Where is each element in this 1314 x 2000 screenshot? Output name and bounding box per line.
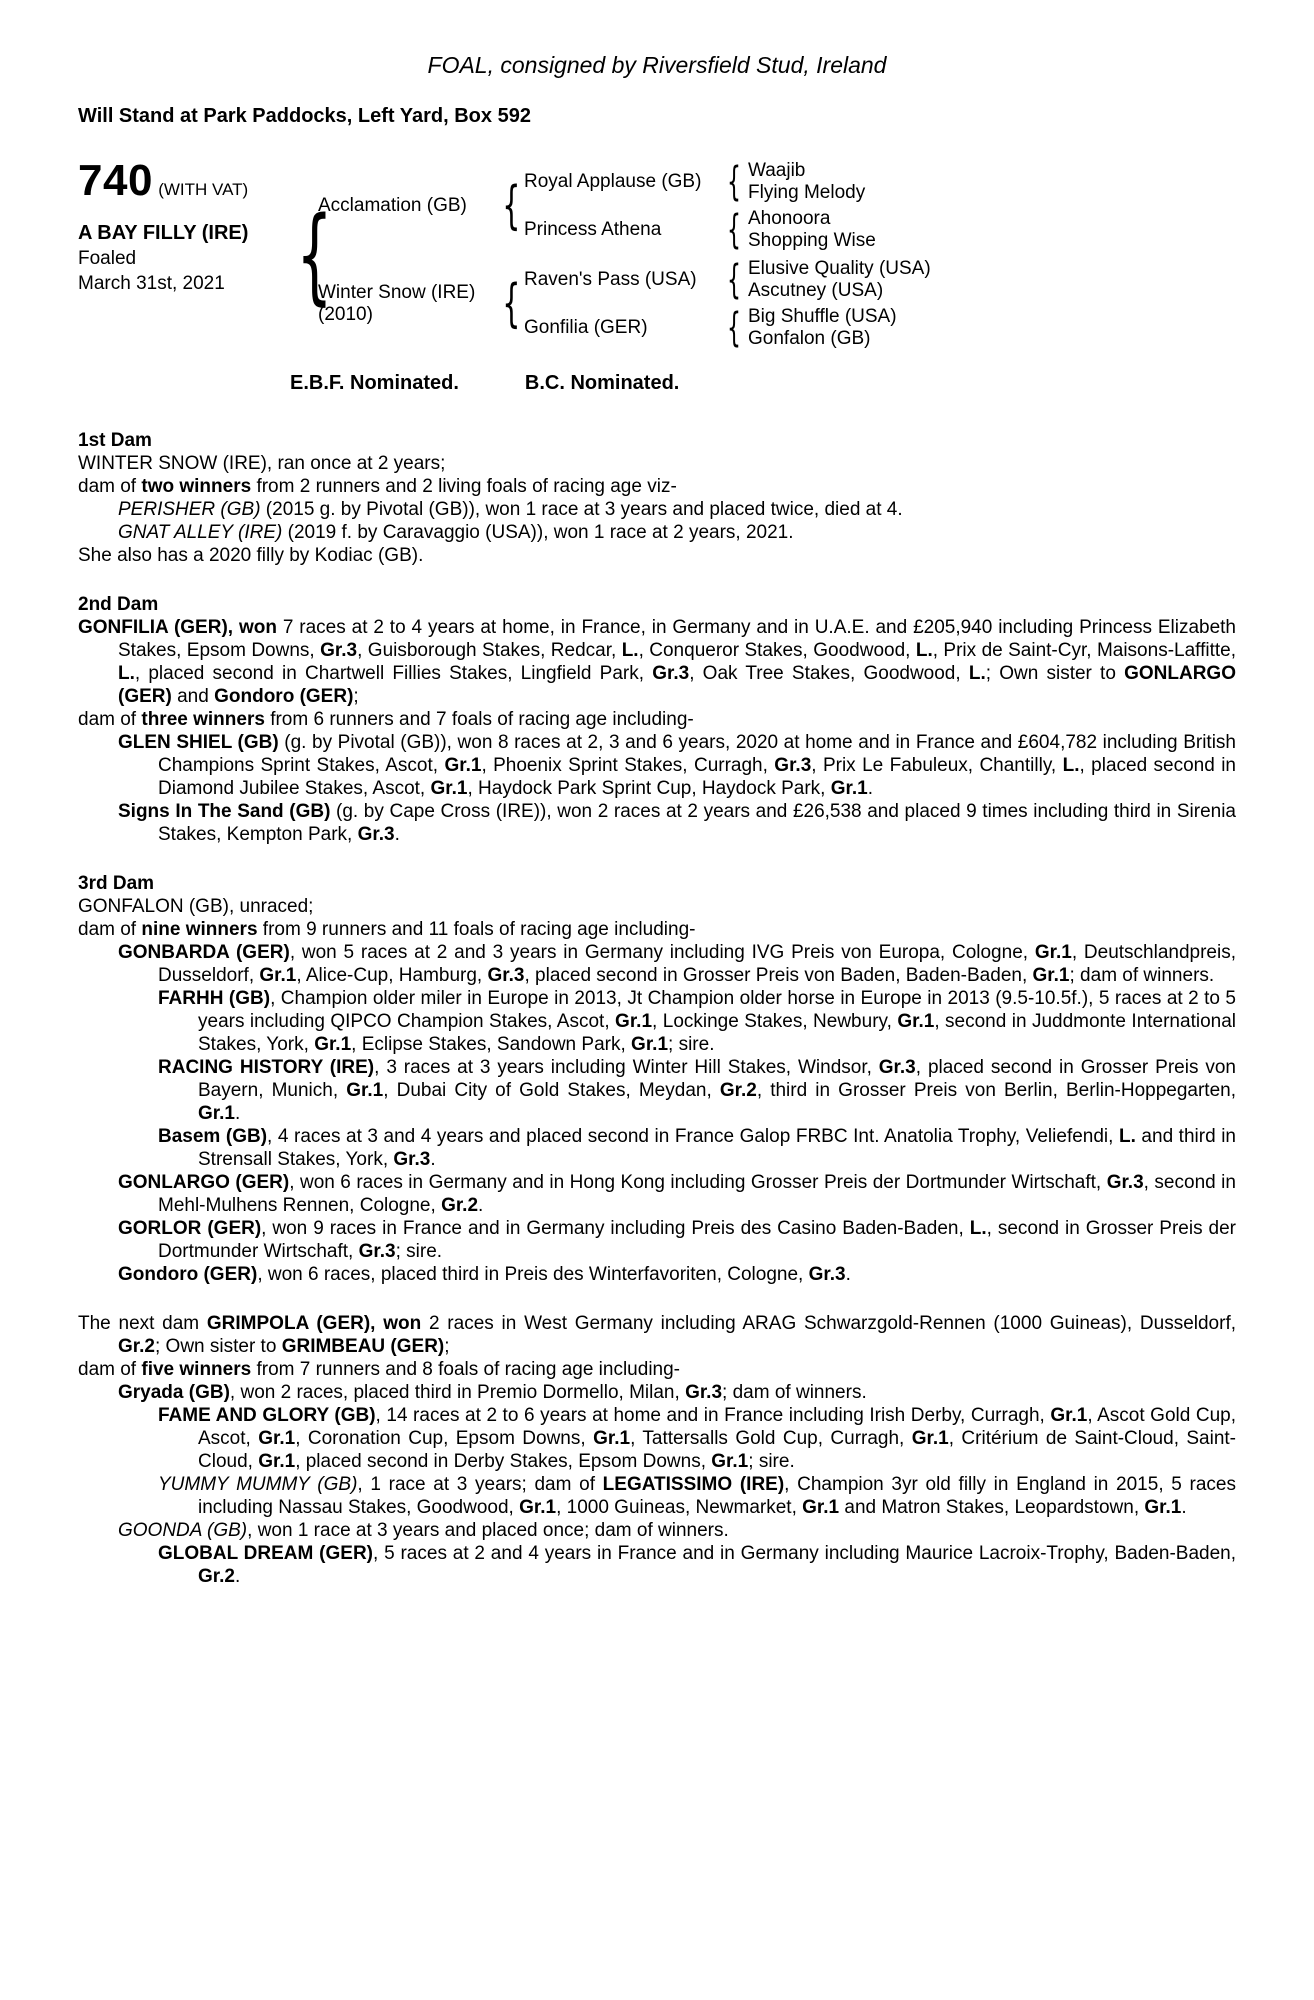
text-segment: ; sire. — [668, 1034, 715, 1055]
text-segment: ; Own sister to — [985, 663, 1125, 684]
text-segment: , placed second in Derby Stakes, Epsom Downs, — [295, 1451, 712, 1472]
bc-nomination: B.C. Nominated. — [524, 372, 680, 394]
text-segment: , second in Juddmonte International Stakes, York, — [198, 1011, 1236, 1055]
pedigree-paragraph — [78, 1542, 1236, 1588]
maternal-granddam-name: Gonfilia (GER) — [524, 317, 648, 338]
text-segment: Basem (GB) — [158, 1126, 268, 1147]
great-granddam-3: Ascutney (USA) — [748, 280, 884, 301]
text-segment: , 4 races at 3 and 4 years and placed second in France Galop FRBC Int. Anatolia Trophy, Veliefendi, — [267, 1126, 1119, 1147]
text-segment: (2015 g. by Pivotal (GB)), won 1 race at 3 years and placed twice, died at 4. — [260, 499, 903, 520]
pedigree-paragraph — [78, 1171, 1236, 1217]
text-segment: Gr.2 — [118, 1336, 155, 1357]
lot-block — [78, 156, 290, 295]
text-segment: Gr.1 — [258, 1451, 296, 1472]
text-segment: ; sire. — [395, 1241, 443, 1262]
text-segment: Gr.1 — [258, 1428, 296, 1449]
text-segment: from 2 runners and 2 living foals of racing age viz- — [251, 476, 677, 497]
text-segment: Gr.1 — [593, 1428, 631, 1449]
pedigree-paragraph — [78, 1056, 1236, 1125]
nominations-row — [290, 372, 1236, 395]
paternal-granddam-branch — [524, 206, 1236, 254]
text-segment: She also has a 2020 filly by Kodiac (GB). — [78, 545, 424, 566]
text-segment: , 3 races at 3 years including Winter Hill Stakes, Windsor, — [374, 1057, 879, 1078]
text-segment: Gr.1 — [711, 1451, 749, 1472]
consignor-title: FOAL, consigned by Riversfield Stud, Ireland — [427, 52, 887, 78]
great-granddam-1: Flying Melody — [748, 182, 866, 203]
text-segment: Signs In The Sand (GB) — [118, 801, 331, 822]
text-segment: GOONDA (GB) — [118, 1520, 248, 1541]
text-segment: Gr.1 — [259, 965, 297, 986]
pedigree-paragraph — [78, 1217, 1236, 1263]
text-segment: L. — [1118, 1126, 1136, 1147]
text-segment: dam of — [78, 476, 142, 497]
text-segment: Gr.1 — [346, 1080, 384, 1101]
pedigree-table — [78, 156, 1236, 354]
text-segment: Gr.3 — [774, 755, 812, 776]
pedigree-paragraph — [78, 1125, 1236, 1171]
text-segment: Gr.1 — [1144, 1497, 1182, 1518]
text-segment: (g. by Cape Cross (IRE)), won 2 races at 2 years and £26,538 and placed 9 times including third in Sirenia Stakes, Kempton Park, — [158, 801, 1236, 845]
text-segment: , Dubai City of Gold Stakes, Meydan, — [383, 1080, 720, 1101]
text-segment: , placed second in Chartwell Fillies Stakes, Lingfield Park, — [134, 663, 653, 684]
pedigree-paragraph — [78, 1358, 1236, 1381]
text-segment: Gr.1 — [1050, 1405, 1088, 1426]
pedigree-paragraph — [78, 616, 1236, 708]
text-segment: , won 6 races in Germany and in Hong Kong including Grosser Preis der Dortmunder Wirtschaft, — [289, 1172, 1107, 1193]
text-segment: , won 1 race at 3 years and placed once; dam of winners. — [247, 1520, 729, 1541]
text-segment: Gr.3 — [487, 965, 525, 986]
text-segment: , won 9 races in France and in Germany including Preis des Casino Baden-Baden, — [261, 1218, 970, 1239]
text-segment: and — [171, 686, 215, 707]
dam-name: Winter Snow (IRE) — [318, 282, 476, 303]
text-segment: Gr.3 — [1106, 1172, 1144, 1193]
text-segment: GLOBAL DREAM (GER) — [158, 1543, 373, 1564]
text-segment: dam of — [78, 919, 142, 940]
text-segment: Gr.3 — [808, 1264, 846, 1285]
text-segment: Gr.1 — [444, 755, 482, 776]
text-segment: , Critérium de Saint-Cloud, Saint-Cloud, — [198, 1428, 1237, 1472]
text-segment: , won 2 races, placed third in Premio Dormello, Milan, — [229, 1382, 686, 1403]
great-granddam-2: Shopping Wise — [748, 230, 876, 251]
text-segment: , Phoenix Sprint Stakes, Curragh, — [481, 755, 775, 776]
pedigree-paragraph — [78, 544, 1236, 567]
text-segment: Gondoro (GER) — [214, 686, 354, 707]
lot-description: A BAY FILLY (IRE) — [78, 222, 249, 244]
text-segment: Gr.2 — [719, 1080, 757, 1101]
text-segment: , placed second in Grosser Preis von Baden, Baden-Baden, — [524, 965, 1033, 986]
text-segment: Gr.2 — [198, 1566, 235, 1587]
text-segment: Gr.1 — [631, 1034, 669, 1055]
pedigree-paragraph — [78, 731, 1236, 800]
text-segment: GONLARGO (GER) — [118, 663, 1236, 707]
text-segment: Gr.3 — [652, 663, 690, 684]
text-segment: from 6 runners and 7 foals of racing age including- — [264, 709, 694, 730]
text-segment: L. — [968, 663, 986, 684]
sire-branch — [318, 158, 1236, 254]
text-segment: . — [234, 1566, 241, 1587]
pedigree-paragraph — [78, 1381, 1236, 1404]
text-segment: (g. by Pivotal (GB)), won 8 races at 2, 3 and 6 years, 2020 at home and in France and £604,782 including British Champions Sprint Stakes, Ascot, — [158, 732, 1236, 776]
sire-name: Acclamation (GB) — [318, 195, 467, 216]
text-segment: 2 races in West Germany including ARAG Schwarzgold-Rennen (1000 Guineas), Dusseldorf, — [421, 1313, 1236, 1334]
text-segment: . — [867, 778, 873, 799]
text-segment: from 9 runners and 11 foals of racing age including- — [257, 919, 696, 940]
lot-number: 740 — [78, 156, 153, 205]
text-segment: Gr.3 — [685, 1382, 723, 1403]
text-segment: ; sire. — [748, 1451, 795, 1472]
stand-location: Will Stand at Park Paddocks, Left Yard, Box 592 — [78, 105, 531, 127]
text-segment: The next dam — [78, 1313, 207, 1334]
text-segment: L. — [621, 640, 639, 661]
text-segment: Gr.1 — [830, 778, 868, 799]
text-segment: Gr.1 — [198, 1103, 235, 1124]
text-segment: L. — [1062, 755, 1080, 776]
text-segment: , 14 races at 2 to 6 years at home and in France including Irish Derby, Curragh, — [375, 1405, 1051, 1426]
text-segment: , Champion older miler in Europe in 2013, Jt Champion older horse in Europe in 2013 (9.5-10.5f.), 5 races at 2 to 5 years including QIPCO Champion Stakes, Ascot, — [198, 988, 1236, 1032]
text-segment: Gr.2 — [441, 1195, 479, 1216]
text-segment: . — [430, 1149, 436, 1170]
text-segment: (2019 f. by Caravaggio (USA)), won 1 race at 2 years, 2021. — [282, 522, 794, 543]
pedigree-paragraph — [78, 918, 1236, 941]
text-segment: LEGATISSIMO (IRE) — [602, 1474, 785, 1495]
text-segment: Gr.1 — [615, 1011, 653, 1032]
paternal-grandsire-name: Royal Applause (GB) — [524, 171, 702, 192]
dam-name-cell — [318, 282, 496, 326]
pedigree-brace-gen1: { — [296, 194, 333, 316]
text-segment: 7 races at 2 to 4 years at home, in France, in Germany and in U.A.E. and £205,940 including Princess Elizabeth Stakes, Epsom Downs, — [118, 617, 1236, 661]
text-segment: from 7 runners and 8 foals of racing age including- — [251, 1359, 681, 1380]
lot-vat: (WITH VAT) — [158, 180, 249, 199]
text-segment: Gr.1 — [802, 1497, 840, 1518]
text-segment: Gr.1 — [519, 1497, 557, 1518]
text-segment: , third in Grosser Preis von Berlin, Berlin-Hoppegarten, — [756, 1080, 1236, 1101]
text-segment: Gr.3 — [878, 1057, 916, 1078]
foaled-label: Foaled — [78, 248, 137, 269]
text-segment: ; — [444, 1336, 450, 1357]
text-segment: GORLOR (GER) — [118, 1218, 262, 1239]
maternal-grandsire-branch — [524, 256, 1236, 304]
text-segment: GONBARDA (GER) — [118, 942, 290, 963]
dam-section — [78, 1312, 1236, 1588]
pedigree-paragraph — [78, 521, 1236, 544]
text-segment: , Oak Tree Stakes, Goodwood, — [689, 663, 969, 684]
text-segment: five winners — [141, 1359, 252, 1380]
text-segment: L. — [915, 640, 933, 661]
text-segment: , second in Mehl-Mulhens Rennen, Cologne, — [158, 1172, 1236, 1216]
text-segment: GNAT ALLEY (IRE) — [118, 522, 283, 543]
dam-branch — [318, 256, 1236, 352]
great-grandsire-2: Ahonoora — [748, 208, 831, 229]
text-segment: , Tattersalls Gold Cup, Curragh, — [630, 1428, 912, 1449]
text-segment: , Deutschlandpreis, Dusseldorf, — [158, 942, 1236, 986]
text-segment: , Conqueror Stakes, Goodwood, — [638, 640, 916, 661]
text-segment: , Prix Le Fabuleux, Chantilly, — [811, 755, 1063, 776]
text-segment: and third in Strensall Stakes, York, — [198, 1126, 1236, 1170]
dam-sections — [78, 429, 1236, 1588]
text-segment: Gr.3 — [320, 640, 358, 661]
dam-section-heading: 1st Dam — [78, 430, 152, 451]
pedigree-paragraph — [78, 475, 1236, 498]
text-segment: Gr.3 — [393, 1149, 431, 1170]
pedigree-paragraph — [78, 941, 1236, 987]
text-segment: , won 6 races, placed third in Preis des Winterfavoriten, Cologne, — [257, 1264, 809, 1285]
text-segment: , Eclipse Stakes, Sandown Park, — [351, 1034, 632, 1055]
dam-section-heading: 2nd Dam — [78, 594, 159, 615]
pedigree-brace-paternal-grandsire: { — [726, 159, 741, 205]
great-grandsire-3: Elusive Quality (USA) — [748, 258, 931, 279]
text-segment: three winners — [141, 709, 265, 730]
pedigree-tree — [318, 156, 1236, 354]
text-segment: GONLARGO (GER) — [118, 1172, 290, 1193]
text-segment: ; dam of winners. — [722, 1382, 867, 1403]
lot-line — [78, 156, 290, 206]
text-segment: , Alice-Cup, Hamburg, — [296, 965, 488, 986]
text-segment: Gr.1 — [1032, 965, 1070, 986]
text-segment: , Ascot Gold Cup, Ascot, — [198, 1405, 1236, 1449]
text-segment: GRIMBEAU (GER) — [281, 1336, 445, 1357]
pedigree-paragraph — [78, 1519, 1236, 1542]
text-segment: . — [394, 824, 400, 845]
text-segment: , Prix de Saint-Cyr, Maisons-Laffitte, — [932, 640, 1236, 661]
text-segment: FAME AND GLORY (GB) — [158, 1405, 376, 1426]
pedigree-brace-maternal-granddam: { — [726, 305, 741, 351]
pedigree-brace-maternal-grandsire: { — [726, 257, 741, 303]
text-segment: Gondoro (GER) — [118, 1264, 258, 1285]
text-segment: . — [1181, 1497, 1187, 1518]
text-segment: GRIMPOLA (GER), won — [206, 1313, 422, 1334]
pedigree-tree-wrap — [290, 156, 1236, 354]
pedigree-paragraph — [78, 987, 1236, 1056]
text-segment: FARHH (GB) — [158, 988, 271, 1009]
text-segment: two winners — [141, 476, 252, 497]
dam-section — [78, 429, 1236, 567]
ebf-nomination: E.B.F. Nominated. — [290, 372, 459, 394]
text-segment: , Champion 3yr old filly in England in 2015, 5 races including Nassau Stakes, Goodwood, — [198, 1474, 1236, 1518]
text-segment: GLEN SHIEL (GB) — [118, 732, 279, 753]
text-segment: , Coronation Cup, Epsom Downs, — [295, 1428, 594, 1449]
text-segment: dam of — [78, 709, 142, 730]
text-segment: . — [478, 1195, 484, 1216]
text-segment: PERISHER (GB) — [118, 499, 261, 520]
dam-section — [78, 872, 1236, 1286]
text-segment: , placed second in Diamond Jubilee Stakes, Ascot, — [158, 755, 1237, 799]
text-segment: , Haydock Park Sprint Cup, Haydock Park, — [467, 778, 831, 799]
pedigree-paragraph — [78, 1404, 1236, 1473]
text-segment: YUMMY MUMMY (GB) — [158, 1474, 358, 1495]
foaled-date: March 31st, 2021 — [78, 273, 225, 294]
text-segment: . — [234, 1103, 241, 1124]
pedigree-paragraph — [78, 708, 1236, 731]
dam-grandparents — [524, 256, 1236, 352]
dam-section — [78, 593, 1236, 846]
pedigree-paragraph — [78, 498, 1236, 521]
pedigree-brace-dam: { — [502, 274, 521, 334]
text-segment: Gr.1 — [430, 778, 468, 799]
text-segment: , 5 races at 2 and 4 years in France and in Germany including Maurice Lacroix-Trophy, Baden-Baden, — [373, 1543, 1236, 1564]
text-segment: Gr.1 — [911, 1428, 949, 1449]
dam-year: (2010) — [318, 304, 373, 325]
pedigree-paragraph — [78, 1312, 1236, 1358]
text-segment: RACING HISTORY (IRE) — [158, 1057, 375, 1078]
text-segment: Gryada (GB) — [118, 1382, 230, 1403]
pedigree-paragraph — [78, 1473, 1236, 1519]
text-segment: ; dam of winners. — [1069, 965, 1215, 986]
text-segment: , 1000 Guineas, Newmarket, — [556, 1497, 803, 1518]
text-segment: , Guisborough Stakes, Redcar, — [357, 640, 622, 661]
dam-section-heading: 3rd Dam — [78, 873, 155, 894]
text-segment: Gr.3 — [357, 824, 395, 845]
text-segment: . — [845, 1264, 851, 1285]
great-grandsire-4: Big Shuffle (USA) — [748, 306, 897, 327]
text-segment: WINTER SNOW (IRE), ran once at 2 years; — [78, 453, 446, 474]
text-segment: nine winners — [141, 919, 258, 940]
text-segment: , won 5 races at 2 and 3 years in Germany including IVG Preis von Europa, Cologne, — [289, 942, 1035, 963]
text-segment: dam of — [78, 1359, 142, 1380]
text-segment: , second in Grosser Preis der Dortmunder Wirtschaft, — [158, 1218, 1237, 1262]
text-segment: , 1 race at 3 years; dam of — [357, 1474, 603, 1495]
text-segment: Gr.3 — [358, 1241, 396, 1262]
text-segment: Gr.1 — [1034, 942, 1072, 963]
sire-grandparents — [524, 158, 1236, 254]
pedigree-brace-sire: { — [502, 176, 521, 236]
text-segment: ; Own sister to — [154, 1336, 282, 1357]
pedigree-paragraph — [78, 895, 1236, 918]
paternal-grandsire-branch — [524, 158, 1236, 206]
text-segment: L. — [118, 663, 135, 684]
text-segment: L. — [969, 1218, 987, 1239]
pedigree-paragraph — [78, 1263, 1236, 1286]
text-segment: , placed second in Grosser Preis von Bayern, Munich, — [198, 1057, 1236, 1101]
text-segment: ; — [353, 686, 359, 707]
maternal-grandsire-name: Raven's Pass (USA) — [524, 269, 697, 290]
text-segment: Gr.1 — [314, 1034, 352, 1055]
pedigree-paragraph — [78, 800, 1236, 846]
text-segment: GONFILIA (GER), won — [78, 617, 277, 638]
pedigree-brace-paternal-granddam: { — [726, 207, 741, 253]
text-segment: Gr.1 — [897, 1011, 935, 1032]
great-granddam-4: Gonfalon (GB) — [748, 328, 871, 349]
pedigree-paragraph — [78, 452, 1236, 475]
great-grandsire-1: Waajib — [748, 160, 806, 181]
maternal-granddam-branch — [524, 304, 1236, 352]
text-segment: GONFALON (GB), unraced; — [78, 896, 314, 917]
text-segment: , Lockinge Stakes, Newbury, — [652, 1011, 898, 1032]
paternal-granddam-name: Princess Athena — [524, 219, 662, 240]
text-segment: and Matron Stakes, Leopardstown, — [839, 1497, 1145, 1518]
